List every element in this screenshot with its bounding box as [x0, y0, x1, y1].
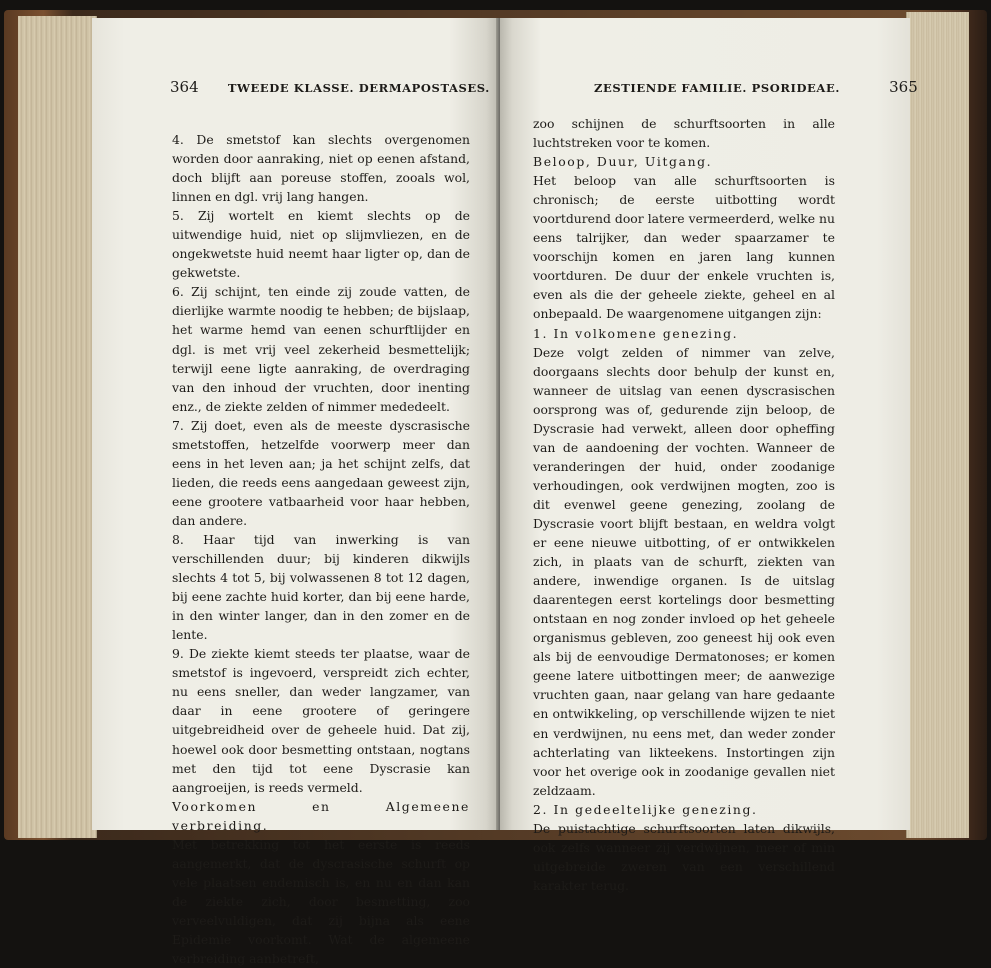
paragraph: 9. De ziekte kiemt steeds ter plaatse, waar de smetstof is ingevoerd, verspreidt zich echter, nu eens sneller, dan weder langzamer, van daar in eene grootere of geringere uitgebreidheid over de geheele huid. Dat zij, hoewel ook door besmetting ontstaan, nogtans met den tijd tot eene Dyscrasie kan aangroeijen, is reeds vermeld.	[172, 646, 470, 795]
right-page-edges	[906, 12, 969, 838]
paragraph: 5. Zij wortelt en kiemt slechts op de uitwendige huid, niet op slijmvliezen, en de ongekwetste huid neemt haar ligter op, dan de gekwetste.	[172, 208, 470, 281]
paragraph: zoo schijnen de schurftsoorten in alle luchtstreken voor te komen.	[533, 116, 835, 151]
left-page-edges	[18, 16, 97, 838]
paragraph: Deze volgt zelden of nimmer van zelve, doorgaans slechts door behulp der kunst en, wanneer de uitslag van eenen dyscrasischen oorsprong was of, gedurende zijn beloop, de Dyscrasie had verwekt, alleen door opheffing van de aandoening der vochten. Wanneer de veranderingen der huid, onder zoodanige verhoudingen, ook verdwijnen mogten, zoo is dit evenwel geene genezing, zoolang de Dyscrasie voort blijft bestaan, en weldra volgt er eene nieuwe uitbotting, of er ontwikkelen zich, in plaats van de schurft, ziekten van andere, inwendige organen. Is de uitslag daarentegen eerst kortelings door besmetting ontstaan en nog zonder invloed op het geheele organismus gebleven, zoo geneest hij ook even als bij de eenvoudige Dermatonoses; er komen geene latere uitbottingen meer; de aanwezige vruchten gaan, naar gelang van hare gedaante en ontwikkeling, op verschillende wijzen te niet en verdwijnen, nu eens met, dan weder zonder achterlating van likteekens. Instortingen zijn voor het overige ook in zoodanige gevallen niet zeldzaam.	[533, 344, 835, 798]
page-number-left: 364	[170, 78, 199, 96]
paragraph: 7. Zij doet, even als de meeste dyscrasische smetstoffen, hetzelfde voorwerp meer dan eens in het leven aan; ja het schijnt zelfs, dat lieden, die reeds eens aangedaan geweest zijn, eene grootere vatbaarheid voor haar hebben, dan andere.	[172, 417, 470, 528]
paragraph: De puistachtige schurftsoorten laten dikwijls, ook zelfs wanneer zij verdwijnen, meer of min uitgebreide zweren van een verschillend karakter terug.	[533, 820, 835, 893]
paragraph: Met betrekking tot het eerste is reeds aangemerkt, dat de dyscrasische schurft op vele plaatsen endemisch is, en nu en dan kan de ziekte zich, door besmetting, zoo verveelvuldigen, dat zij bijna als eene Epidemie voorkomt. Wat de algemeene verbreiding aanbetreft,	[172, 836, 470, 967]
page-number-right: 365	[889, 78, 918, 96]
section-heading: Beloop, Duur, Uitgang.	[533, 154, 713, 170]
left-page-header	[170, 78, 490, 96]
subsection-heading: 1. In volkomene genezing.	[533, 325, 739, 341]
section-heading: Voorkomen en Algemeene verbreiding.	[172, 798, 470, 833]
right-page-header	[594, 78, 918, 96]
subsection-heading: 2. In gedeeltelijke genezing.	[533, 801, 758, 817]
left-page-body	[172, 130, 470, 968]
right-page	[500, 18, 918, 893]
paragraph: 6. Zij schijnt, ten einde zij zoude vatten, de dierlijke warmte noodig te hebben; de bijslaap, het warme hemd van eenen schurftlijder en dgl. is met vrij veel zekerheid besmettelijk; terwijl eene ligte aanraking, de overdraging van den inhoud der vruchten, door inenting enz., de ziekte zelden of nimmer mededeelt.	[172, 284, 470, 414]
paragraph: 4. De smetstof kan slechts overgenomen worden door aanraking, niet op eenen afstand, doch blijft aan poreuse stoffen, zooals wol, linnen en dgl. vrij lang hangen.	[172, 132, 470, 205]
left-page	[92, 18, 498, 967]
paragraph: Het beloop van alle schurftsoorten is chronisch; de eerste uitbotting wordt voortdurend door latere vermeerderd, welke nu eens talrijker, dan weder spaarzamer te voorschijn komen en jaren lang kunnen voortduren. De duur der enkele vruchten is, even als die der geheele ziekte, geheel en al onbepaald. De waargenomene uitgangen zijn:	[533, 173, 835, 322]
right-page-body	[533, 114, 835, 895]
paragraph: 8. Haar tijd van inwerking is van verschillenden duur; bij kinderen dikwijls slechts 4 tot 5, bij volwassenen 8 tot 12 dagen, bij eene zachte huid korter, dan bij eene harde, in den winter langer, dan in den zomer en de lente.	[172, 531, 470, 643]
running-head-right: ZESTIENDE FAMILIE. PSORIDEAE.	[594, 81, 840, 95]
running-head-left: TWEEDE KLASSE. DERMAPOSTASES.	[227, 81, 490, 95]
